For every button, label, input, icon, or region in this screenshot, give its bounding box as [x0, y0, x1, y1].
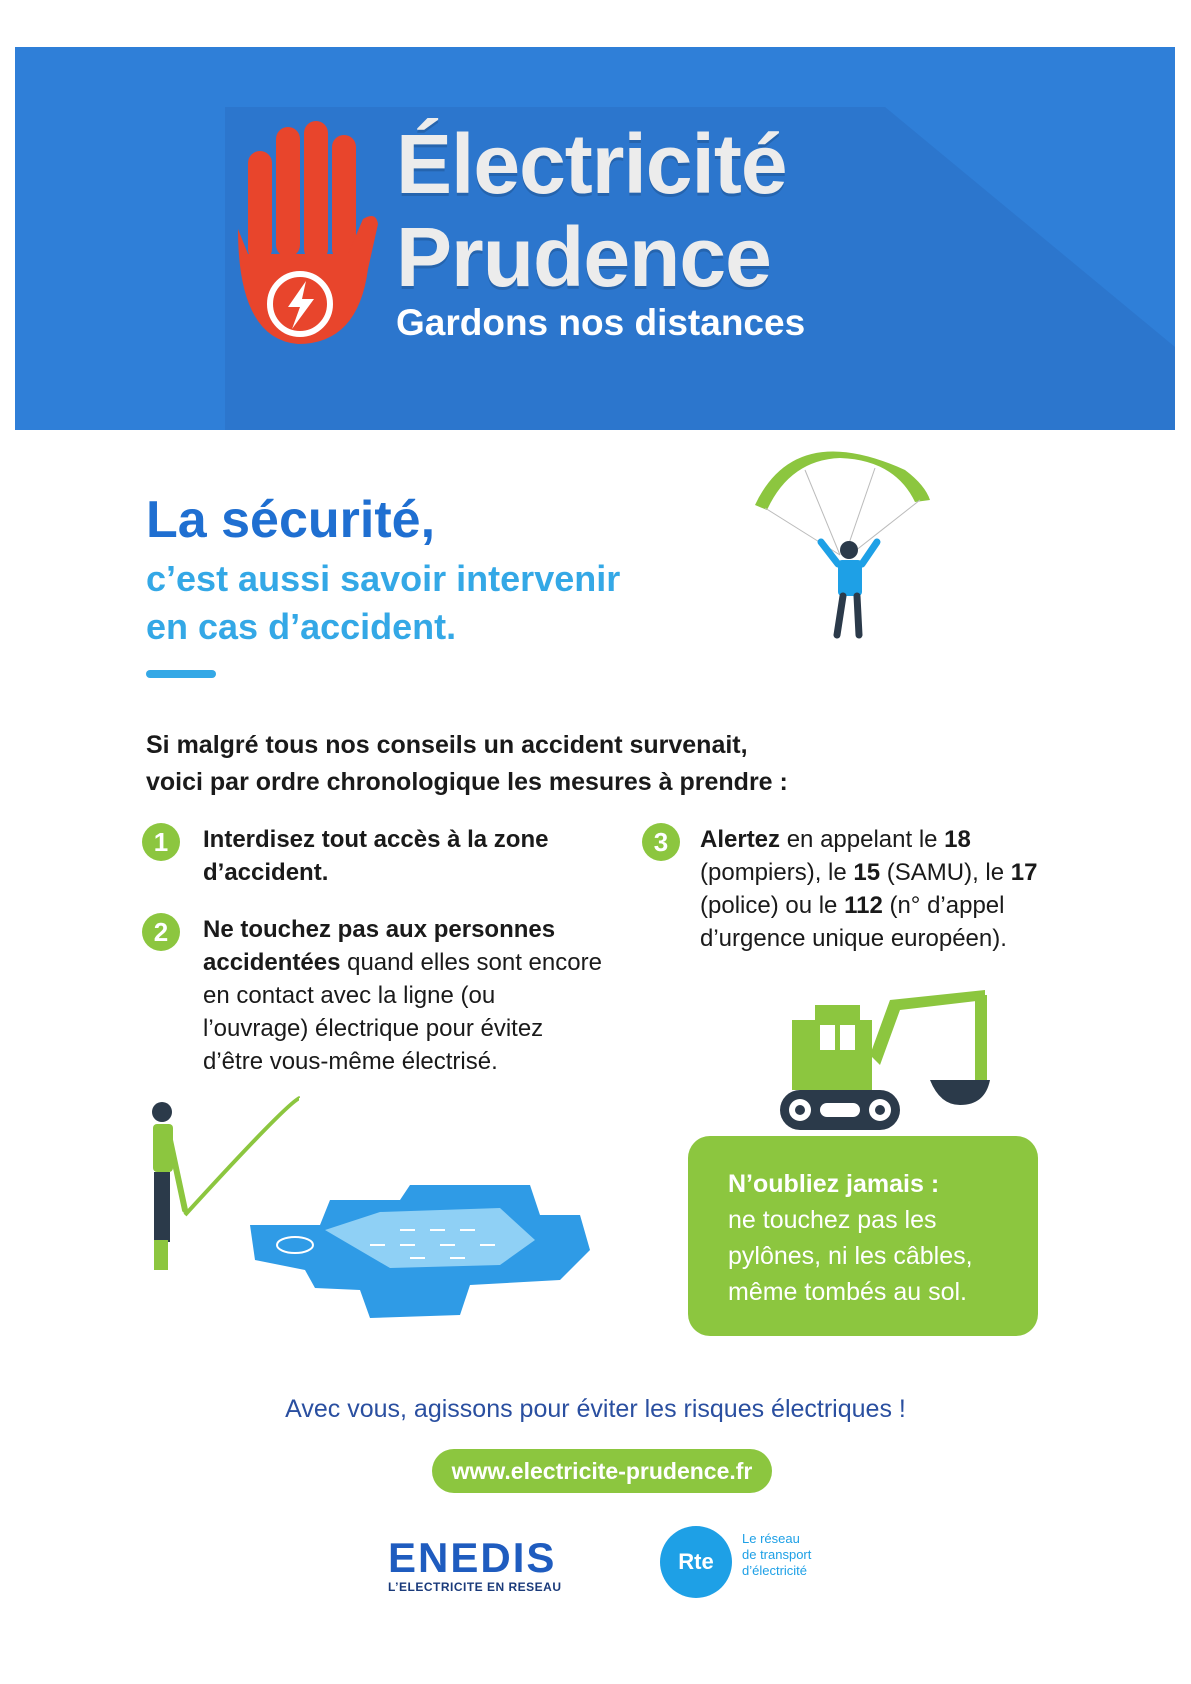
section-subtitle-line1: c’est aussi savoir intervenir	[146, 558, 621, 599]
step-3-t3: (SAMU), le	[880, 859, 1011, 886]
header-banner	[15, 47, 1175, 430]
enedis-logo	[388, 1532, 558, 1578]
svg-text:ENEDIS: ENEDIS	[388, 1534, 557, 1578]
step-3-text	[700, 823, 1060, 955]
step-number-3: 3	[642, 823, 680, 861]
warning-line1: ne touchez pas les	[728, 1206, 937, 1234]
banner-subtitle: Gardons nos distances	[396, 302, 806, 343]
footer-slogan: Avec vous, agissons pour éviter les risques électriques !	[285, 1395, 906, 1423]
banner-title-line2: Prudence	[396, 210, 771, 304]
warning-text	[728, 1166, 973, 1310]
section-subtitle-line2: en cas d’accident.	[146, 606, 457, 647]
title-underline	[146, 670, 216, 678]
warning-box	[688, 1136, 1038, 1336]
step-3-t1: en appelant le	[780, 826, 945, 853]
rte-tagline	[742, 1531, 811, 1579]
step-1-bold: Interdisez tout accès à la zone d’accident.	[203, 826, 549, 886]
step-3-bold: Alertez	[700, 826, 781, 853]
step-2-bold: Ne touchez pas aux personnes accidentées	[203, 916, 556, 976]
step-2-text	[203, 913, 603, 1078]
step-3-n112: 112	[844, 892, 883, 919]
section-subtitle	[146, 555, 620, 651]
intro-text	[146, 727, 926, 801]
rte-line3: d’électricité	[742, 1563, 808, 1578]
rte-line2: de transport	[742, 1547, 812, 1562]
banner-title-line1: Électricité	[396, 117, 787, 211]
step-number-2: 2	[142, 913, 180, 951]
enedis-tagline: L’ELECTRICITE EN RESEAU	[388, 1580, 562, 1594]
step-3-t2: (pompiers), le	[700, 859, 854, 886]
step-number-1: 1	[142, 823, 180, 861]
step-3-t5: (n° d’appel d’urgence unique européen).	[700, 892, 1007, 952]
stop-hand-icon	[228, 119, 378, 349]
warning-line2: pylônes, ni les câbles,	[728, 1242, 973, 1270]
paraglider-illustration	[745, 430, 945, 660]
step-3-t4: (police) ou le	[700, 892, 845, 919]
excavator-illustration	[780, 985, 1000, 1135]
step-2-rest: quand elles sont encore en contact avec la ligne (ou l’ouvrage) électrique pour évitez d’être vous-même électrisé.	[203, 949, 602, 1075]
warning-bold: N’oubliez jamais :	[728, 1170, 940, 1198]
step-3-n18: 18	[944, 826, 971, 853]
website-link[interactable]: www.electricite-prudence.fr	[432, 1449, 772, 1493]
intro-line2: voici par ordre chronologique les mesures à prendre :	[146, 768, 788, 796]
intro-line1: Si malgré tous nos conseils un accident survenait,	[146, 731, 748, 759]
section-title: La sécurité,	[146, 491, 436, 549]
step-3-n15: 15	[853, 859, 881, 886]
step-1-text	[203, 823, 583, 889]
fisherman-illustration	[140, 1090, 620, 1350]
rte-logo: Rte	[660, 1526, 732, 1598]
rte-line1: Le réseau	[742, 1531, 800, 1546]
step-3-n17: 17	[1010, 859, 1038, 886]
warning-line3: même tombés au sol.	[728, 1278, 967, 1306]
